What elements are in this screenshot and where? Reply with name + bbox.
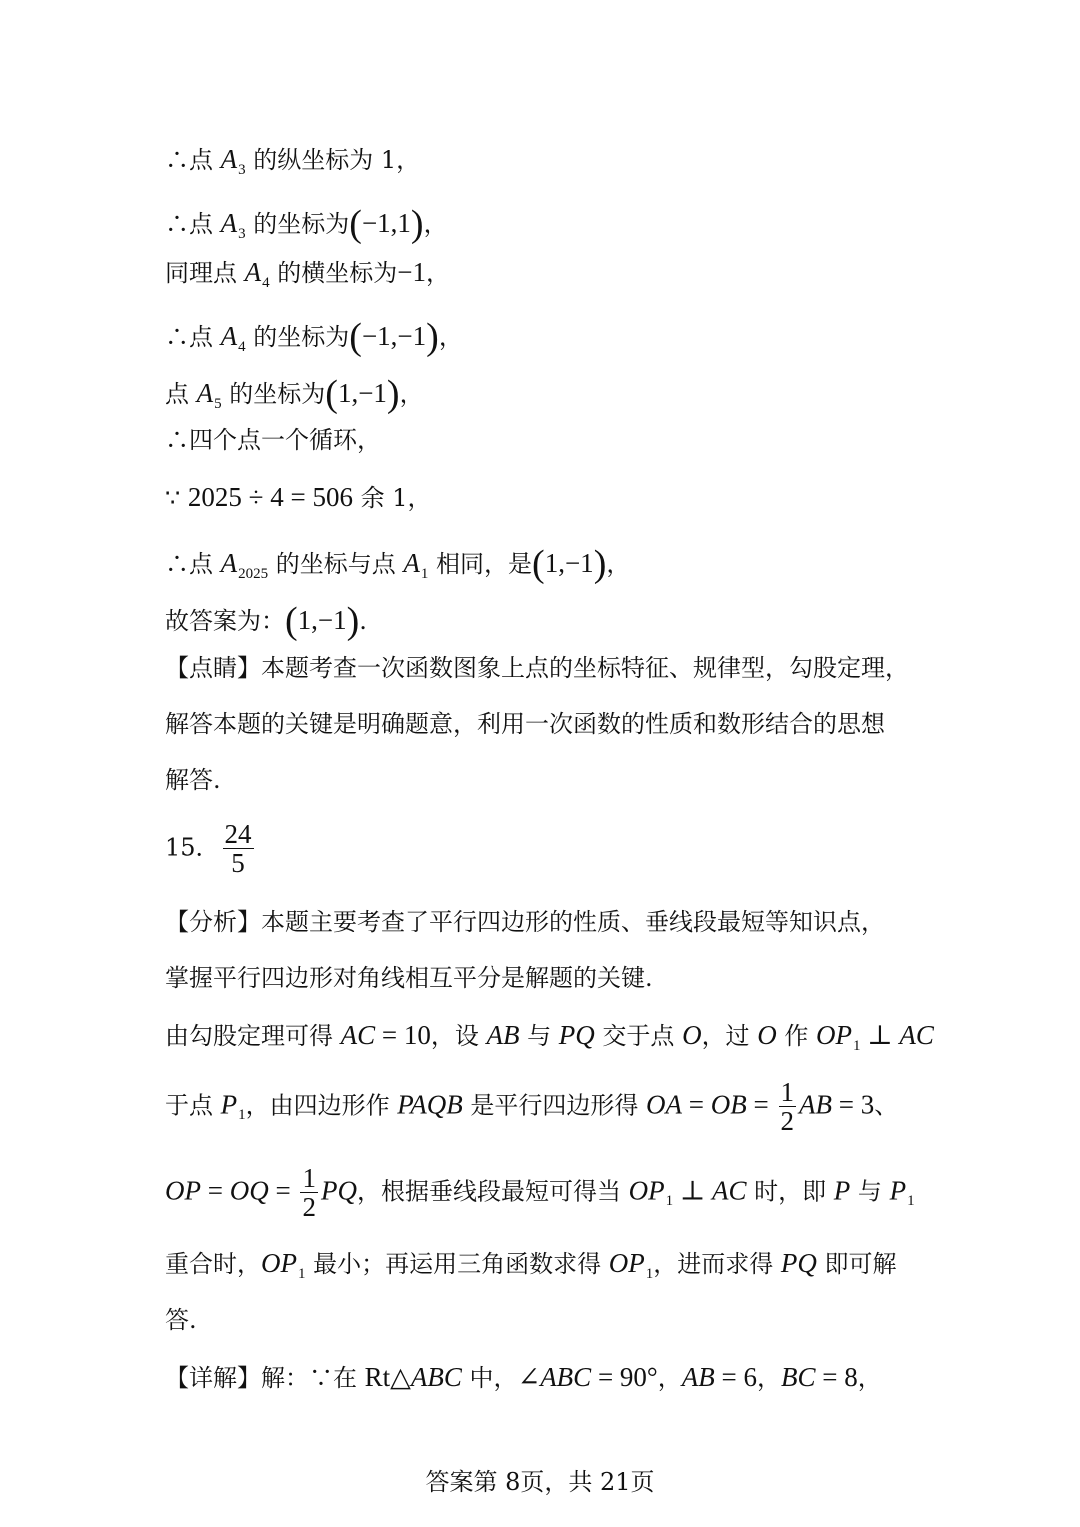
line-18: OP = OQ = $\frac{1}{2}$ PQ，根据垂线段最短可得当 $OP_1$ ⊥ AC 时，即 P 与 $P_1$ [165,1163,915,1223]
line-16: 由勾股定理可得 AC = 10，设 AB 与 PQ 交于点 O，过 O 作 $OP_1$ ⊥ AC [165,1020,934,1054]
line-17: 于点 $P_1$，由四边形作 PAQB 是平行四边形得 OA = OB = $\frac{1}{2}$ AB = 3、 [165,1077,899,1137]
line-4: ∴点 $A_4$ 的坐标为(−1,−1)， [165,316,463,358]
line-3: 同理点 $A_4$ 的横坐标为−1， [165,257,451,291]
line-2: ∴点 $A_3$ 的坐标为(−1,1)， [165,203,448,245]
fraction: $\frac{24}{5}$ [224,819,252,879]
fraction: $\frac{1}{2}$ [780,1077,795,1137]
line-5: 点 $A_5$ 的坐标为(1,−1)， [165,373,424,415]
line-13-answer-15: 15． $\frac{24}{5}$ [165,819,252,879]
line-14: 【分析】本题主要考查了平行四边形的性质、垂线段最短等知识点， [165,908,885,936]
line-8: ∴点 $A_{2025}$ 的坐标与点 $A_1$ 相同，是(1,−1)， [165,543,631,585]
line-21: 【详解】解：∵在 Rt△ABC 中，∠ABC = 90°，AB = 6，BC = 8， [165,1362,882,1392]
line-10: 【点睛】本题考查一次函数图象上点的坐标特征、规律型，勾股定理， [165,654,909,682]
line-15: 掌握平行四边形对角线相互平分是解题的关键. [165,964,653,992]
fraction: $\frac{1}{2}$ [302,1163,316,1223]
line-9: 故答案为：(1,−1). [165,600,367,642]
line-7: ∵ 2025 ÷ 4 = 506 余 1， [165,482,432,512]
line-11: 解答本题的关键是明确题意，利用一次函数的性质和数形结合的思想 [165,710,885,738]
line-6: ∴四个点一个循环， [165,426,381,454]
line-19: 重合时，$OP_1$ 最小；再运用三角函数求得 $OP_1$，进而求得 PQ 即可解 [165,1248,897,1282]
line-12: 解答. [165,766,221,794]
line-20: 答. [165,1306,197,1334]
page-footer: 答案第 8页，共 21页 [425,1468,655,1496]
line-1: ∴点 $A_3$ 的纵坐标为 1， [165,144,421,178]
